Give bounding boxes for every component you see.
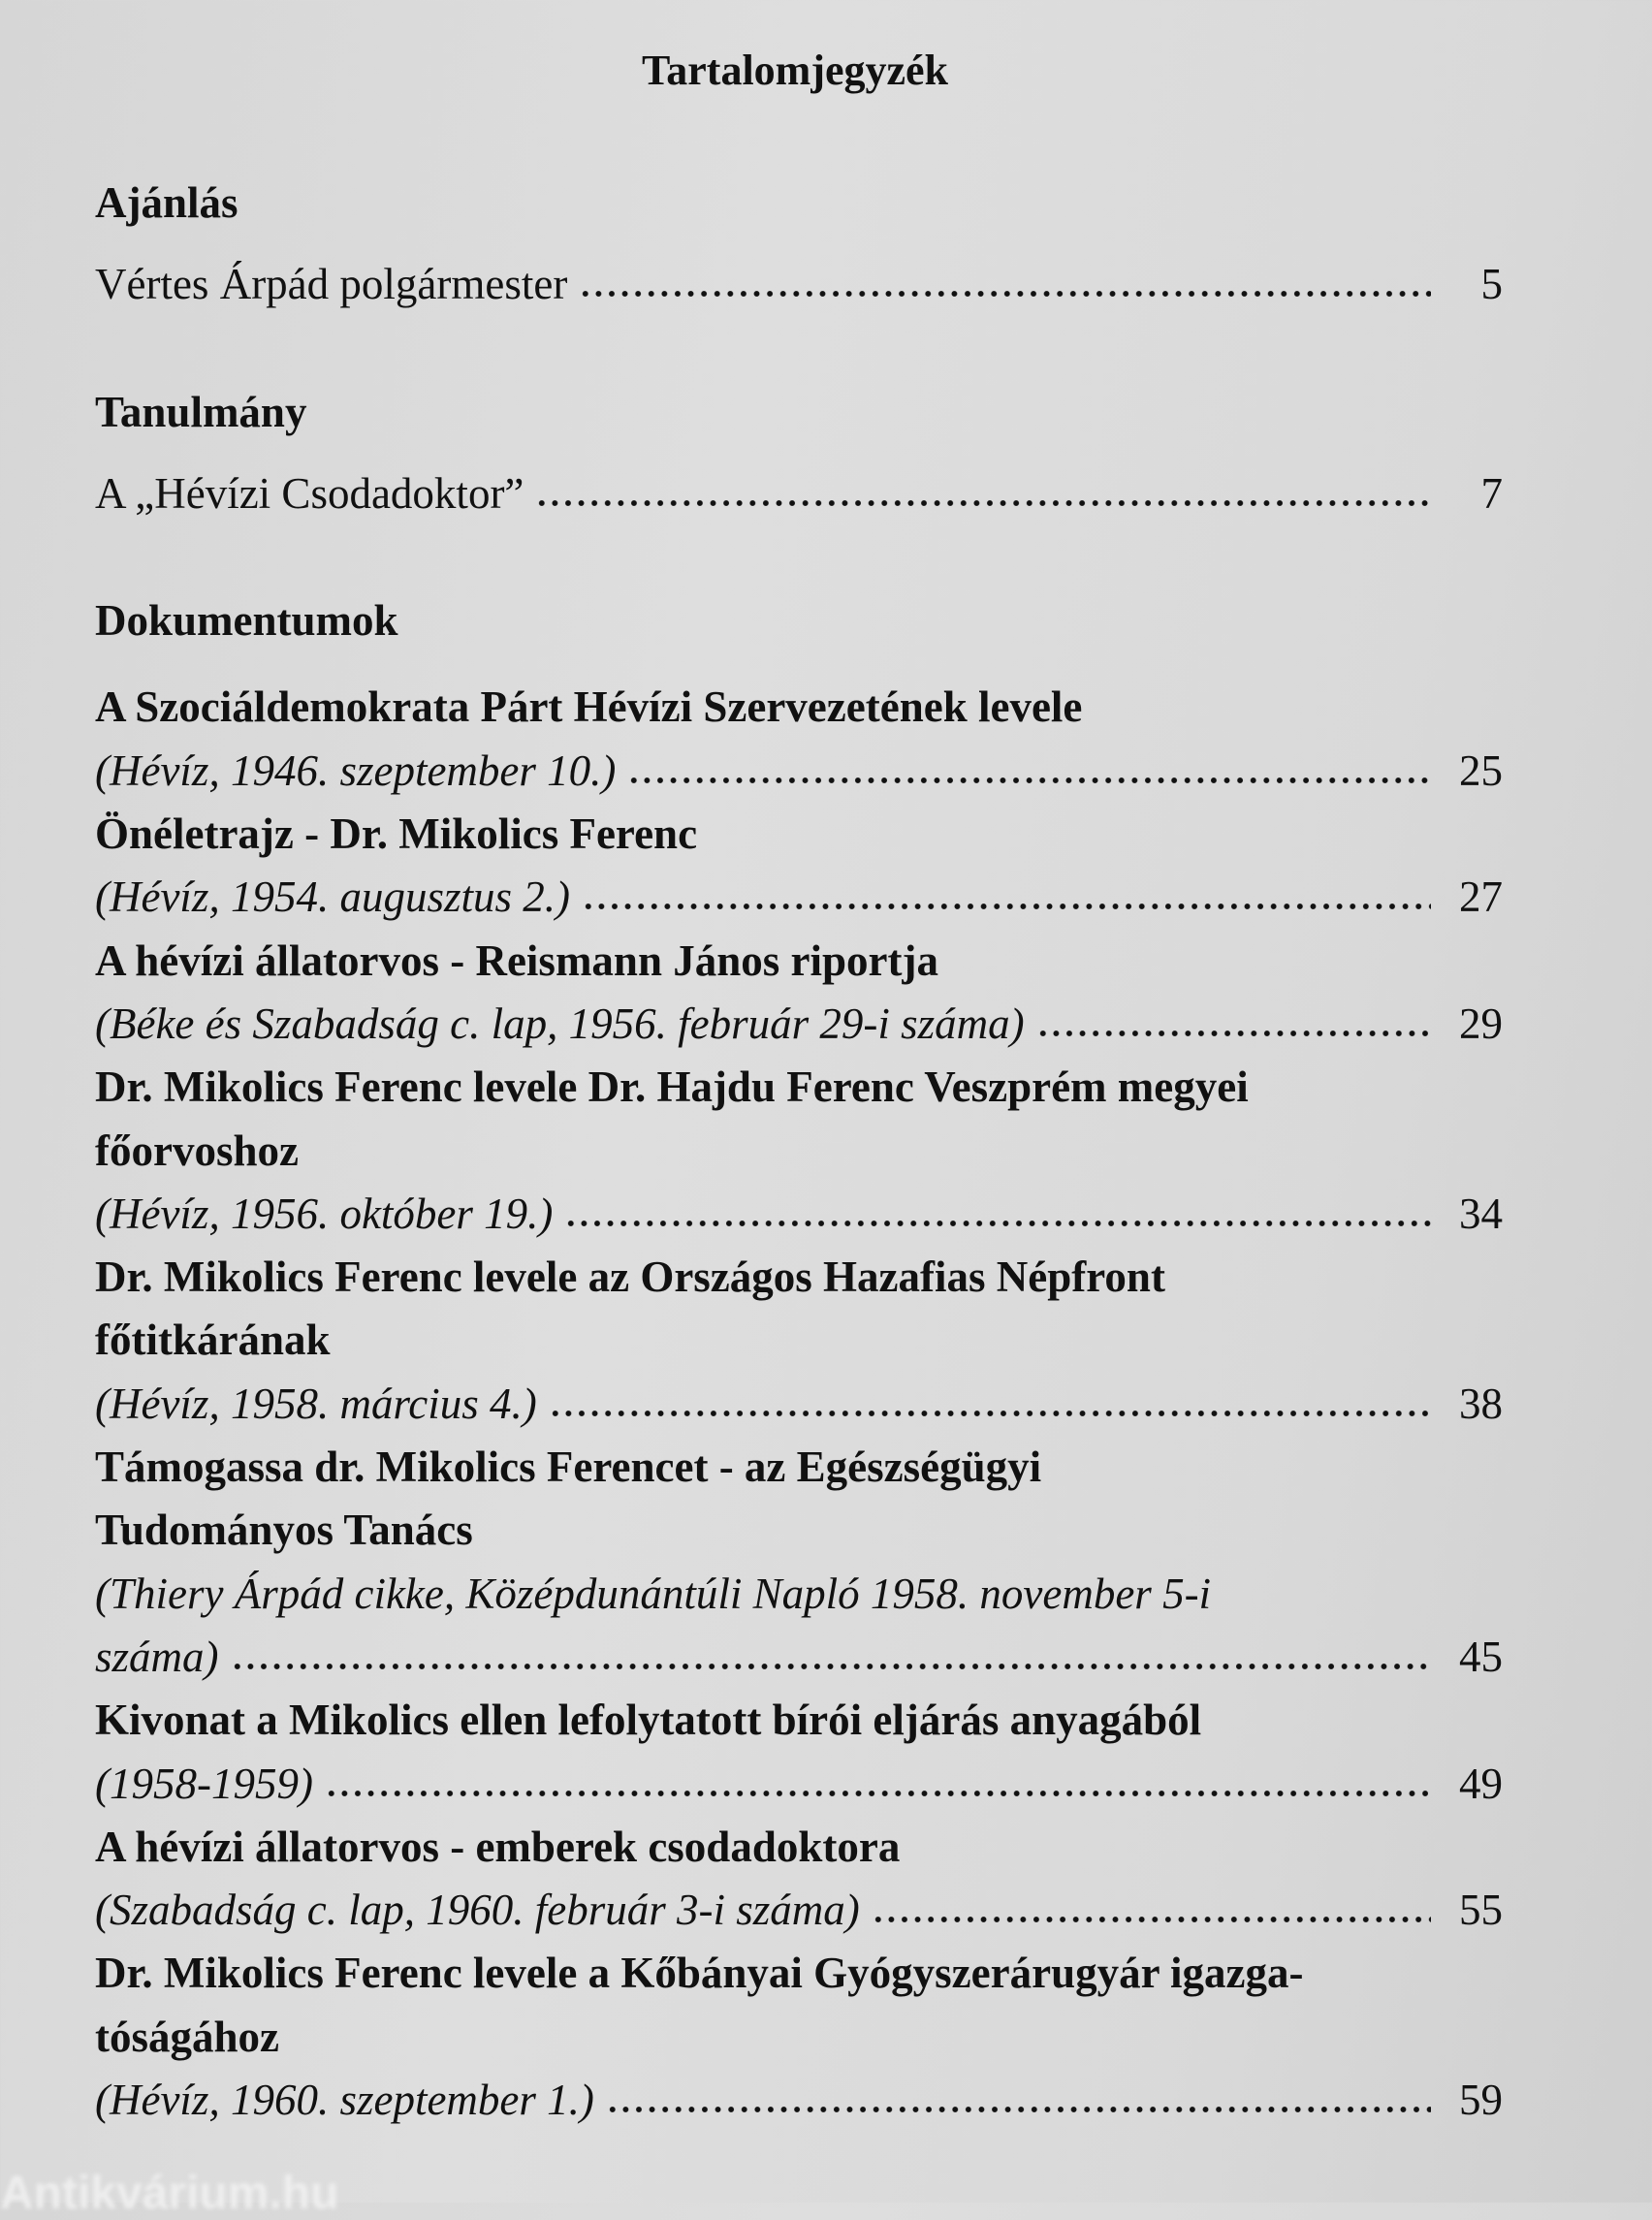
dot-leader (549, 1409, 1431, 1418)
entry-title: főtitkárának (95, 1316, 331, 1365)
page-number: 34 (1459, 1189, 1503, 1238)
toc-entry-line (95, 1373, 1503, 1436)
entry-title: Dr. Mikolics Ferenc levele az Országos Hazafias Népfront (95, 1253, 1165, 1302)
toc-entry-line (95, 253, 1503, 316)
section-heading: Ajánlás (95, 178, 238, 227)
page-title: Tartalomjegyzék (641, 47, 949, 94)
entry-source: (Hévíz, 1956. október 19.) (95, 1189, 554, 1238)
toc-entry-line (95, 462, 1503, 525)
dot-leader (606, 2105, 1431, 2114)
entry-source: (Szabadság c. lap, 1960. február 3-i száma) (95, 1886, 860, 1935)
toc-entry-line (95, 1563, 1503, 1626)
dot-leader (535, 498, 1431, 508)
entry-title: Dr. Mikolics Ferenc levele a Kőbányai Gyógyszerárugyár igazga- (95, 1949, 1304, 1998)
entry-source: (Hévíz, 1954. augusztus 2.) (95, 872, 570, 922)
toc-entry-line (95, 930, 1503, 993)
section-heading: Dokumentumok (95, 596, 398, 646)
page-number: 55 (1459, 1886, 1503, 1935)
entry-title: Önéletrajz - Dr. Mikolics Ferenc (95, 809, 698, 859)
toc-entry-line (95, 1120, 1503, 1183)
dot-leader (325, 1789, 1431, 1798)
entry-source: (Hévíz, 1946. szeptember 10.) (95, 745, 617, 795)
page-number: 38 (1459, 1379, 1503, 1428)
toc-entry-line (95, 1183, 1503, 1246)
page-number: 49 (1459, 1759, 1503, 1808)
dot-leader (1036, 1029, 1431, 1038)
page-number: 5 (1480, 260, 1503, 309)
section-heading: Tanulmány (95, 387, 307, 436)
toc-entry-line (95, 2006, 1503, 2069)
entry-source: száma) (95, 1632, 219, 1681)
entry-title: A hévízi állatorvos - emberek csodadoktora (95, 1822, 901, 1871)
entry-title: Vértes Árpád polgármester (95, 260, 568, 309)
entry-title: A Szociáldemokrata Párt Hévízi Szervezetének levele (95, 682, 1083, 732)
toc-entry-line (95, 1056, 1503, 1119)
entry-title: főorvoshoz (95, 1126, 299, 1175)
dot-leader (564, 1219, 1431, 1228)
toc-entry-line (95, 1689, 1503, 1752)
dot-leader (231, 1662, 1431, 1671)
entry-source: (Thiery Árpád cikke, Középdunántúli Napló 1958. november 5-i (95, 1569, 1212, 1618)
toc-entry-line (95, 740, 1503, 803)
entry-source: (Hévíz, 1960. szeptember 1.) (95, 2076, 594, 2125)
toc-entry-line (95, 993, 1503, 1056)
toc-entry-line (95, 1436, 1503, 1499)
watermark: Antikvárium.hu (0, 2168, 339, 2219)
table-of-contents (95, 172, 1503, 2132)
toc-entry-line (95, 1753, 1503, 1816)
page-number: 45 (1459, 1632, 1503, 1681)
page-number: 29 (1459, 999, 1503, 1048)
toc-entry-line (95, 1626, 1503, 1689)
toc-entry-line (95, 2069, 1503, 2132)
dot-leader (582, 902, 1431, 911)
entry-title: A „Hévízi Csodadoktor” (95, 468, 524, 518)
dot-leader (579, 289, 1431, 299)
page-number: 59 (1459, 2076, 1503, 2125)
entry-title: tóságához (95, 2012, 279, 2061)
entry-title: Tudományos Tanács (95, 1506, 473, 1555)
entry-title: Támogassa dr. Mikolics Ferencet - az Egészségügyi (95, 1443, 1042, 1492)
entry-source: (1958-1959) (95, 1759, 313, 1808)
entry-source: (Béke és Szabadság c. lap, 1956. február 29-i száma) (95, 999, 1025, 1048)
toc-entry-line (95, 1309, 1503, 1372)
page-number: 7 (1480, 468, 1503, 518)
entry-title: A hévízi állatorvos - Reismann János riportja (95, 936, 938, 985)
toc-entry-line (95, 1879, 1503, 1942)
toc-entry-line (95, 1499, 1503, 1562)
toc-entry-line (95, 1942, 1503, 2005)
entry-title: Kivonat a Mikolics ellen lefolytatott bírói eljárás anyagából (95, 1696, 1202, 1745)
dot-leader (872, 1915, 1431, 1924)
page-number: 27 (1459, 872, 1503, 922)
toc-entry-line (95, 866, 1503, 929)
toc-entry-line (95, 676, 1503, 739)
page-number: 25 (1459, 745, 1503, 795)
toc-entry-line (95, 1816, 1503, 1879)
dot-leader (627, 776, 1431, 785)
toc-entry-line (95, 1246, 1503, 1309)
entry-title: Dr. Mikolics Ferenc levele Dr. Hajdu Ferenc Veszprém megyei (95, 1062, 1249, 1112)
entry-source: (Hévíz, 1958. március 4.) (95, 1379, 537, 1428)
toc-entry-line (95, 803, 1503, 866)
